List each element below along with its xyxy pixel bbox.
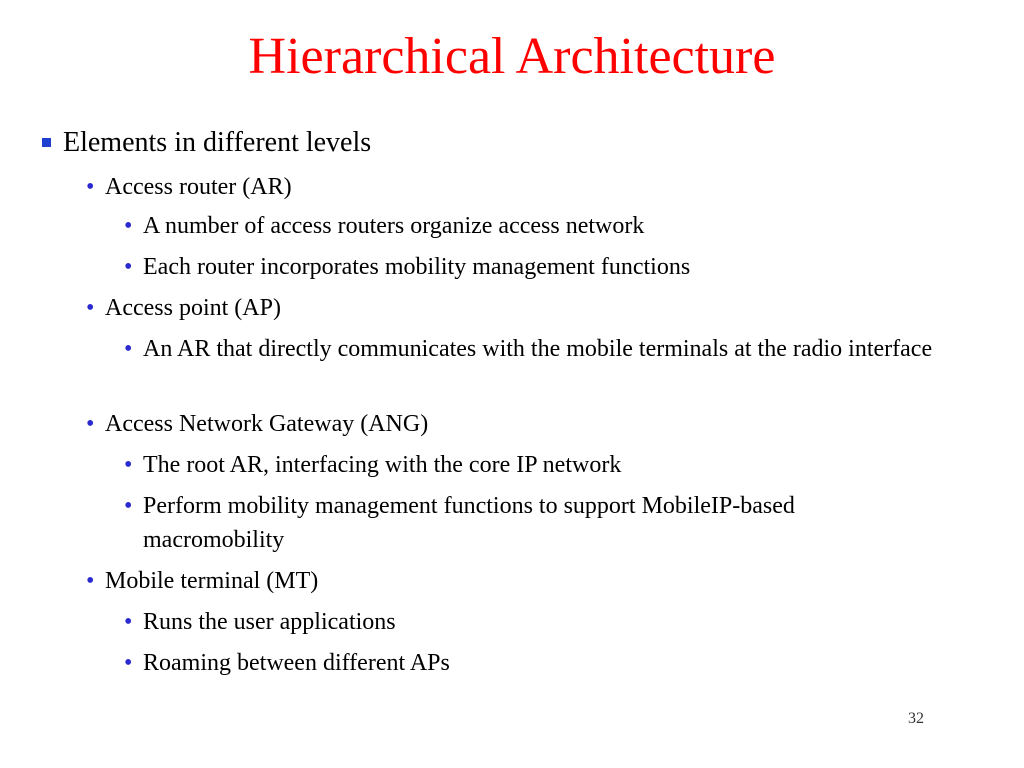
- bullet-text: Runs the user applications: [143, 609, 396, 635]
- page-number: 32: [908, 710, 924, 727]
- slide-title: Hierarchical Architecture: [248, 28, 776, 85]
- bullet-text: Mobile terminal (MT): [105, 568, 319, 594]
- dot-bullet-icon: •: [124, 493, 133, 519]
- bullet-text: A number of access routers organize access network: [143, 213, 645, 239]
- dot-bullet-icon: •: [124, 650, 133, 676]
- sub-bullet-mobility-functions: [124, 250, 984, 284]
- dot-bullet-icon: •: [124, 213, 133, 239]
- bullet-text: Access point (AP): [105, 295, 281, 321]
- sub-bullet-roaming: [124, 646, 984, 680]
- dot-bullet-icon: •: [124, 336, 133, 362]
- dot-bullet-icon: •: [86, 295, 95, 321]
- bullet-text: Perform mobility management functions to support MobileIP-based macromobility: [143, 493, 795, 553]
- bullet-access-network-gateway: [86, 407, 976, 441]
- sub-bullet-root-ar: [124, 448, 984, 482]
- dot-bullet-icon: •: [86, 568, 95, 594]
- dot-bullet-icon: •: [124, 609, 133, 635]
- bullet-access-point: [86, 291, 976, 325]
- bullet-text: An AR that directly communicates with the mobile terminals at the radio interface: [143, 336, 933, 362]
- dot-bullet-icon: •: [86, 411, 95, 437]
- sub-bullet-access-network: [124, 209, 984, 243]
- sub-bullet-radio-interface: [124, 332, 984, 366]
- bullet-text: Roaming between different APs: [143, 650, 450, 676]
- bullet-text: Access router (AR): [105, 174, 292, 200]
- bullet-text: The root AR, interfacing with the core IP network: [143, 452, 622, 478]
- sub-bullet-user-applications: [124, 605, 984, 639]
- square-bullet-icon: [42, 138, 51, 147]
- bullet-text: Access Network Gateway (ANG): [105, 411, 429, 437]
- bullet-text: Elements in different levels: [63, 127, 372, 158]
- bullet-text: Each router incorporates mobility management functions: [143, 254, 691, 280]
- bullet-elements-in-different-levels: [42, 126, 982, 160]
- dot-bullet-icon: •: [124, 452, 133, 478]
- sub-bullet-macromobility: [124, 489, 924, 557]
- dot-bullet-icon: •: [86, 174, 95, 200]
- bullet-mobile-terminal: [86, 564, 976, 598]
- dot-bullet-icon: •: [124, 254, 133, 280]
- bullet-access-router: [86, 170, 976, 204]
